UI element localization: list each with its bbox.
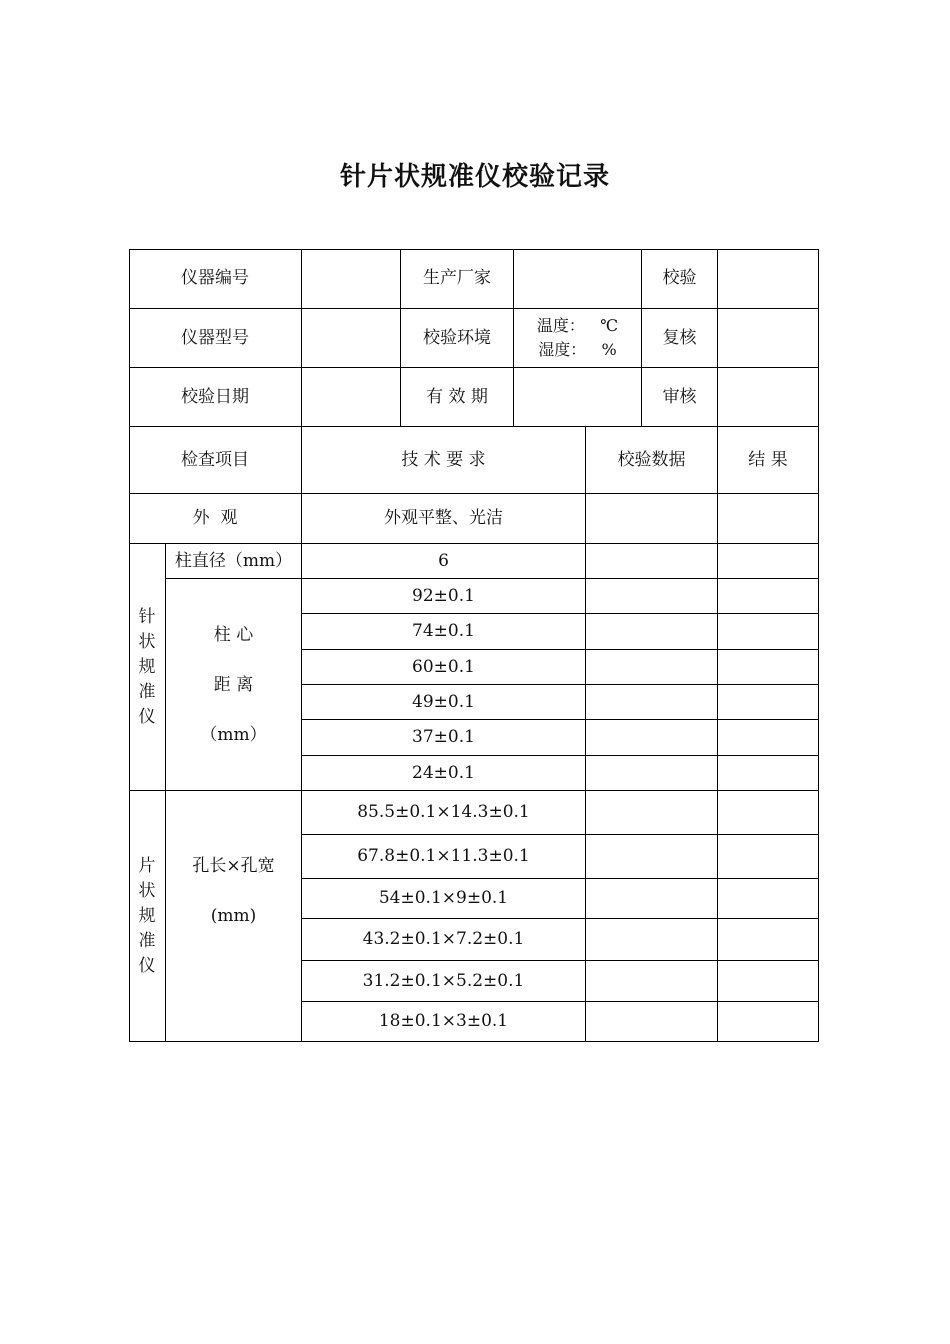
manufacturer-field[interactable] [514, 249, 642, 309]
calibration-date-label: 校验日期 [129, 368, 302, 427]
distance-label-line: （mm） [200, 724, 267, 745]
audit-field[interactable] [718, 368, 819, 427]
hole-result-cell[interactable] [718, 879, 819, 919]
distance-value: 60±0.1 [302, 650, 586, 685]
distance-data-cell[interactable] [586, 650, 718, 685]
humidity-text: 湿度： % [538, 340, 617, 359]
distance-data-cell[interactable] [586, 614, 718, 650]
distance-value: 49±0.1 [302, 685, 586, 720]
hole-result-cell[interactable] [718, 835, 819, 879]
flake-char: 规 [138, 905, 156, 926]
distance-result-cell[interactable] [718, 614, 819, 650]
hole-label-line: 孔长×孔宽 [192, 856, 275, 876]
hole-data-cell[interactable] [586, 961, 718, 1002]
col-result-header: 结 果 [718, 427, 819, 494]
hole-result-cell[interactable] [718, 919, 819, 961]
hole-data-cell[interactable] [586, 835, 718, 879]
calibration-date-field[interactable] [302, 368, 401, 427]
instrument-model-field[interactable] [302, 309, 401, 368]
needle-gauge-group-label [129, 544, 166, 791]
calibration-table [129, 249, 819, 1042]
appearance-data-cell[interactable] [586, 494, 718, 544]
hole-size-value: 67.8±0.1×11.3±0.1 [302, 835, 586, 879]
review-label: 复核 [642, 309, 718, 368]
environment-field[interactable] [514, 309, 642, 368]
hole-data-cell[interactable] [586, 919, 718, 961]
environment-label: 校验环境 [401, 309, 514, 368]
page-title: 针片状规准仪校验记录 [339, 162, 610, 192]
hole-size-value: 31.2±0.1×5.2±0.1 [302, 961, 586, 1002]
review-field[interactable] [718, 309, 819, 368]
instrument-no-field[interactable] [302, 249, 401, 309]
instrument-no-label: 仪器编号 [129, 249, 302, 309]
column-diameter-data-cell[interactable] [586, 544, 718, 579]
distance-label-line: 柱 心 [213, 624, 254, 645]
col-item-header: 检查项目 [129, 427, 302, 494]
manufacturer-label: 生产厂家 [401, 249, 514, 309]
hole-label-line: (mm) [210, 906, 257, 926]
hole-result-cell[interactable] [718, 1002, 819, 1042]
distance-result-cell[interactable] [718, 756, 819, 791]
column-diameter-value: 6 [302, 544, 586, 579]
distance-data-cell[interactable] [586, 756, 718, 791]
flake-gauge-group-label [129, 791, 166, 1042]
hole-data-cell[interactable] [586, 879, 718, 919]
distance-result-cell[interactable] [718, 650, 819, 685]
hole-size-value: 18±0.1×3±0.1 [302, 1002, 586, 1042]
flake-char: 仪 [138, 955, 156, 976]
distance-data-cell[interactable] [586, 579, 718, 614]
col-requirement-header: 技 术 要 求 [302, 427, 586, 494]
col-data-header: 校验数据 [586, 427, 718, 494]
flake-char: 状 [138, 880, 156, 901]
column-diameter-label: 柱直径（mm） [166, 544, 302, 579]
distance-result-cell[interactable] [718, 720, 819, 756]
distance-value: 74±0.1 [302, 614, 586, 650]
distance-value: 92±0.1 [302, 579, 586, 614]
hole-result-cell[interactable] [718, 791, 819, 835]
calibrate-field[interactable] [718, 249, 819, 309]
hole-size-label [166, 791, 302, 1042]
hole-data-cell[interactable] [586, 1002, 718, 1042]
needle-char: 状 [138, 631, 156, 652]
flake-char: 准 [138, 930, 156, 951]
needle-char: 准 [138, 681, 156, 702]
appearance-label: 外 观 [129, 494, 302, 544]
appearance-result-cell[interactable] [718, 494, 819, 544]
hole-data-cell[interactable] [586, 791, 718, 835]
instrument-model-label: 仪器型号 [129, 309, 302, 368]
needle-char: 规 [138, 656, 156, 677]
hole-size-value: 85.5±0.1×14.3±0.1 [302, 791, 586, 835]
validity-field[interactable] [514, 368, 642, 427]
hole-size-value: 43.2±0.1×7.2±0.1 [302, 919, 586, 961]
needle-char: 针 [138, 606, 156, 627]
distance-value: 37±0.1 [302, 720, 586, 756]
distance-data-cell[interactable] [586, 720, 718, 756]
distance-value: 24±0.1 [302, 756, 586, 791]
calibrate-label: 校验 [642, 249, 718, 309]
distance-label-line: 距 离 [213, 674, 254, 695]
validity-label: 有 效 期 [401, 368, 514, 427]
distance-data-cell[interactable] [586, 685, 718, 720]
audit-label: 审核 [642, 368, 718, 427]
appearance-requirement: 外观平整、光洁 [302, 494, 586, 544]
temperature-text: 温度： ℃ [536, 316, 619, 335]
flake-char: 片 [138, 855, 156, 876]
distance-result-cell[interactable] [718, 579, 819, 614]
hole-size-value: 54±0.1×9±0.1 [302, 879, 586, 919]
distance-result-cell[interactable] [718, 685, 819, 720]
needle-char: 仪 [138, 706, 156, 727]
column-diameter-result-cell[interactable] [718, 544, 819, 579]
hole-result-cell[interactable] [718, 961, 819, 1002]
column-distance-label [166, 579, 302, 791]
